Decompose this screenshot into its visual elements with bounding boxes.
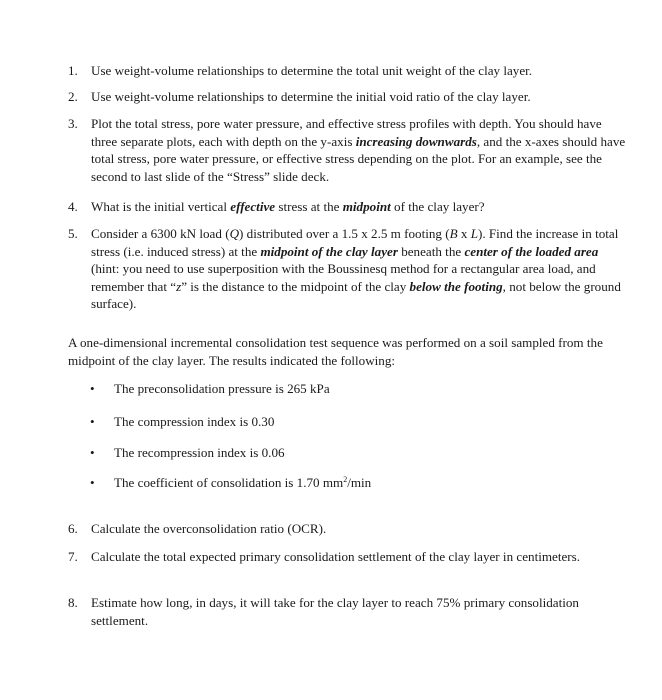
question-number: 3. — [68, 116, 78, 131]
text-segment: x — [457, 226, 471, 241]
question-number: 6. — [68, 521, 78, 536]
question-text — [91, 62, 628, 80]
emphasis-text: increasing downwards — [355, 133, 477, 149]
bullet-icon: • — [90, 475, 95, 490]
bullet-icon: • — [90, 381, 95, 396]
question-text: Calculate the total expected primary consolidation settlement of the clay layer in centimeters. — [91, 549, 581, 564]
question-1 — [68, 62, 628, 80]
question-8 — [68, 594, 628, 629]
result-text-unit: /min — [347, 475, 372, 490]
question-4 — [68, 198, 628, 216]
text-segment: ). Find the increase in total stress (i.e. induced stress) at the — [91, 226, 619, 259]
result-item — [90, 380, 590, 398]
result-item — [90, 413, 590, 431]
text-segment: ) distributed over a 1.5 x 2.5 m footing ( — [239, 226, 450, 241]
emphasis-text: center of the loaded area — [464, 243, 599, 259]
italic-variable: Q — [229, 226, 240, 241]
superscript: 2 — [343, 475, 348, 484]
question-number: 5. — [68, 226, 78, 241]
text-segment: , not below the ground surface). — [91, 278, 621, 312]
emphasis-text: midpoint of the clay layer — [260, 243, 398, 259]
result-item — [90, 474, 590, 492]
question-text — [91, 225, 628, 313]
emphasis-text: below the footing — [409, 278, 503, 294]
question-text: Estimate how long, in days, it will take for the clay layer to reach 75% primary consolidation settlement. — [91, 595, 579, 628]
result-text: The recompression index is 0.06 — [114, 445, 285, 460]
bullet-icon: • — [90, 414, 95, 429]
question-3 — [68, 115, 628, 185]
bullet-icon: • — [90, 445, 95, 460]
question-text — [91, 198, 628, 216]
text-segment: beneath the — [397, 243, 465, 259]
result-text: The compression index is 0.30 — [114, 414, 275, 429]
emphasis-text: effective — [230, 199, 276, 214]
text-segment: of the clay layer? — [390, 199, 485, 214]
question-6 — [68, 520, 628, 538]
italic-variable: B — [449, 226, 458, 241]
question-5 — [68, 225, 628, 313]
text-segment: Plot the total stress, pore water pressure, and effective stress profiles with depth. You should have three separate plots, each with depth on the y-axis — [91, 116, 602, 149]
emphasis-text: midpoint — [342, 199, 391, 214]
result-text: The preconsolidation pressure is 265 kPa — [114, 381, 330, 396]
italic-variable: L — [470, 226, 478, 241]
result-item — [90, 444, 590, 462]
text-segment: Use weight-volume relationships to determine the initial void ratio of the clay layer. — [91, 89, 531, 104]
question-number: 4. — [68, 199, 78, 214]
question-7 — [68, 548, 628, 566]
text-segment: Consider a 6300 kN load ( — [91, 226, 230, 241]
text-segment: , and the x-axes should have total stress, pore water pressure, or effective stress depending on the plot. For an example, see the second to last slide of the “Stress” slide deck. — [91, 133, 626, 184]
question-number: 2. — [68, 89, 78, 104]
result-text — [114, 474, 590, 492]
question-text: Calculate the overconsolidation ratio (OCR). — [91, 521, 327, 536]
text-segment: (hint: you need to use superposition with the Boussinesq method for a rectangular area load, and remember that “ — [91, 261, 596, 294]
text-segment: Use weight-volume relationships to determine the total unit weight of the clay layer. — [91, 63, 533, 78]
question-2 — [68, 88, 628, 106]
text-segment: stress at the — [275, 199, 343, 214]
intro-paragraph: A one-dimensional incremental consolidation test sequence was performed on a soil sampled from the midpoint of the clay layer. The results indicated the following: — [68, 335, 603, 368]
text-segment: What is the initial vertical — [91, 199, 231, 214]
question-number: 1. — [68, 63, 78, 78]
italic-variable: z — [176, 278, 182, 294]
question-number: 8. — [68, 595, 78, 610]
question-text — [91, 88, 628, 106]
question-number: 7. — [68, 549, 78, 564]
question-text — [91, 115, 628, 185]
text-segment: ” is the distance to the midpoint of the clay — [181, 278, 410, 294]
result-text-main: The coefficient of consolidation is 1.70 mm — [114, 475, 344, 490]
